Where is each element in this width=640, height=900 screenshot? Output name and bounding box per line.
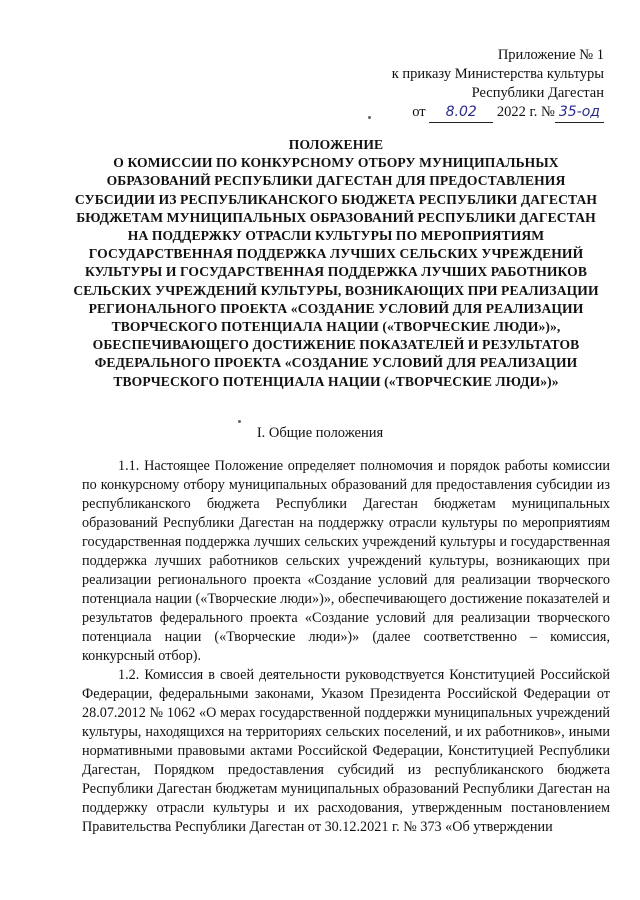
body-text <box>82 457 610 837</box>
title-heading: ПОЛОЖЕНИЕ <box>288 137 384 152</box>
approval-line-2: к приказу Министерства культуры <box>391 66 604 82</box>
title-text: О КОМИССИИ ПО КОНКУРСНОМУ ОТБОРУ МУНИЦИПАЛЬНЫХ ОБРАЗОВАНИЙ РЕСПУБЛИКИ ДАГЕСТАН ДЛЯ ПРЕДОСТАВЛЕНИЯ СУБСИДИИ ИЗ РЕСПУБЛИКАНСКОГО БЮДЖЕТА РЕСПУБЛИКИ ДАГЕСТАН БЮДЖЕТАМ МУНИЦИПАЛЬНЫХ ОБРАЗОВАНИЙ РЕСПУБЛИКИ ДАГЕСТАН НА ПОДДЕРЖКУ ОТРАСЛИ КУЛЬТУРЫ ПО МЕРОПРИЯТИЯМ ГОСУДАРСТВЕННАЯ ПОДДЕРЖКА ЛУЧШИХ СЕЛЬСКИХ УЧРЕЖДЕНИЙ КУЛЬТУРЫ И ГОСУДАРСТВЕННАЯ ПОДДЕРЖКА ЛУЧШИХ РАБОТНИКОВ СЕЛЬСКИХ УЧРЕЖДЕНИЙ КУЛЬТУРЫ, ВОЗНИКАЮЩИХ ПРИ РЕАЛИЗАЦИИ РЕГИОНАЛЬНОГО ПРОЕКТА «СОЗДАНИЕ УСЛОВИЙ ДЛЯ РЕАЛИЗАЦИИ ТВОРЧЕСКОГО ПОТЕНЦИАЛА НАЦИИ («ТВОРЧЕСКИЕ ЛЮДИ»)», ОБЕСПЕЧИВАЮЩЕГО ДОСТИЖЕНИЕ ПОКАЗАТЕЛЕЙ И РЕЗУЛЬТАТОВ ФЕДЕРАЛЬНОГО ПРОЕКТА «СОЗДАНИЕ УСЛОВИЙ ДЛЯ РЕАЛИЗАЦИИ ТВОРЧЕСКОГО ПОТЕНЦИАЛА НАЦИИ («ТВОРЧЕСКИЕ ЛЮДИ»)» <box>73 155 599 389</box>
date-prefix: от <box>412 104 426 120</box>
paragraph-1-2: 1.2. Комиссия в своей деятельности руководствуется Конституцией Российской Федерации, федеральными законами, Указом Президента Российской Федерации от 28.07.2012 № 1062 «О мерах государственной поддержки муниципальных учреждений культуры, находящихся на территориях сельских поселений, и их работников», иными нормативными правовыми актами Российской Федерации, Конституцией Республики Дагестан, Порядком предоставления субсидий из республиканского бюджета Республики Дагестан бюджетам муниципальных образований Республики Дагестан на поддержку отрасли культуры и их расходования, утвержденным постановлением Правительства Республики Дагестан от 30.12.2021 г. № 373 «Об утверждении <box>82 667 610 835</box>
approval-date-line <box>392 103 604 123</box>
approval-line-3: Республики Дагестан <box>471 85 604 101</box>
handwritten-number: 35-од <box>555 103 604 123</box>
handwritten-date: 8.02 <box>429 103 493 123</box>
date-year: 2022 г. № <box>496 104 555 120</box>
section-heading: I. Общие положения <box>256 425 384 441</box>
approval-line-1: Приложение № 1 <box>497 47 604 63</box>
scan-speck <box>238 420 241 423</box>
approval-block <box>392 46 604 123</box>
scan-speck <box>368 116 371 119</box>
paragraph-1-1: 1.1. Настоящее Положение определяет полномочия и порядок работы комиссии по конкурсному отбору муниципальных образований для предоставления субсидии из республиканского бюджета Республики Дагестан бюджетам муниципальных образований Республики Дагестан на поддержку отрасли культуры по мероприятиям государственная поддержка лучших сельских учреждений культуры и государственная поддержка лучших работников сельских учреждений культуры, возникающих при реализации регионального проекта «Создание условий для реализации творческого потенциала нации («Творческие люди»)», обеспечивающего достижение показателей и результатов федерального проекта «Создание условий для реализации творческого потенциала нации («Творческие люди»)» (далее соответственно – комиссия, конкурсный отбор). <box>82 458 610 664</box>
document-title <box>70 136 602 391</box>
